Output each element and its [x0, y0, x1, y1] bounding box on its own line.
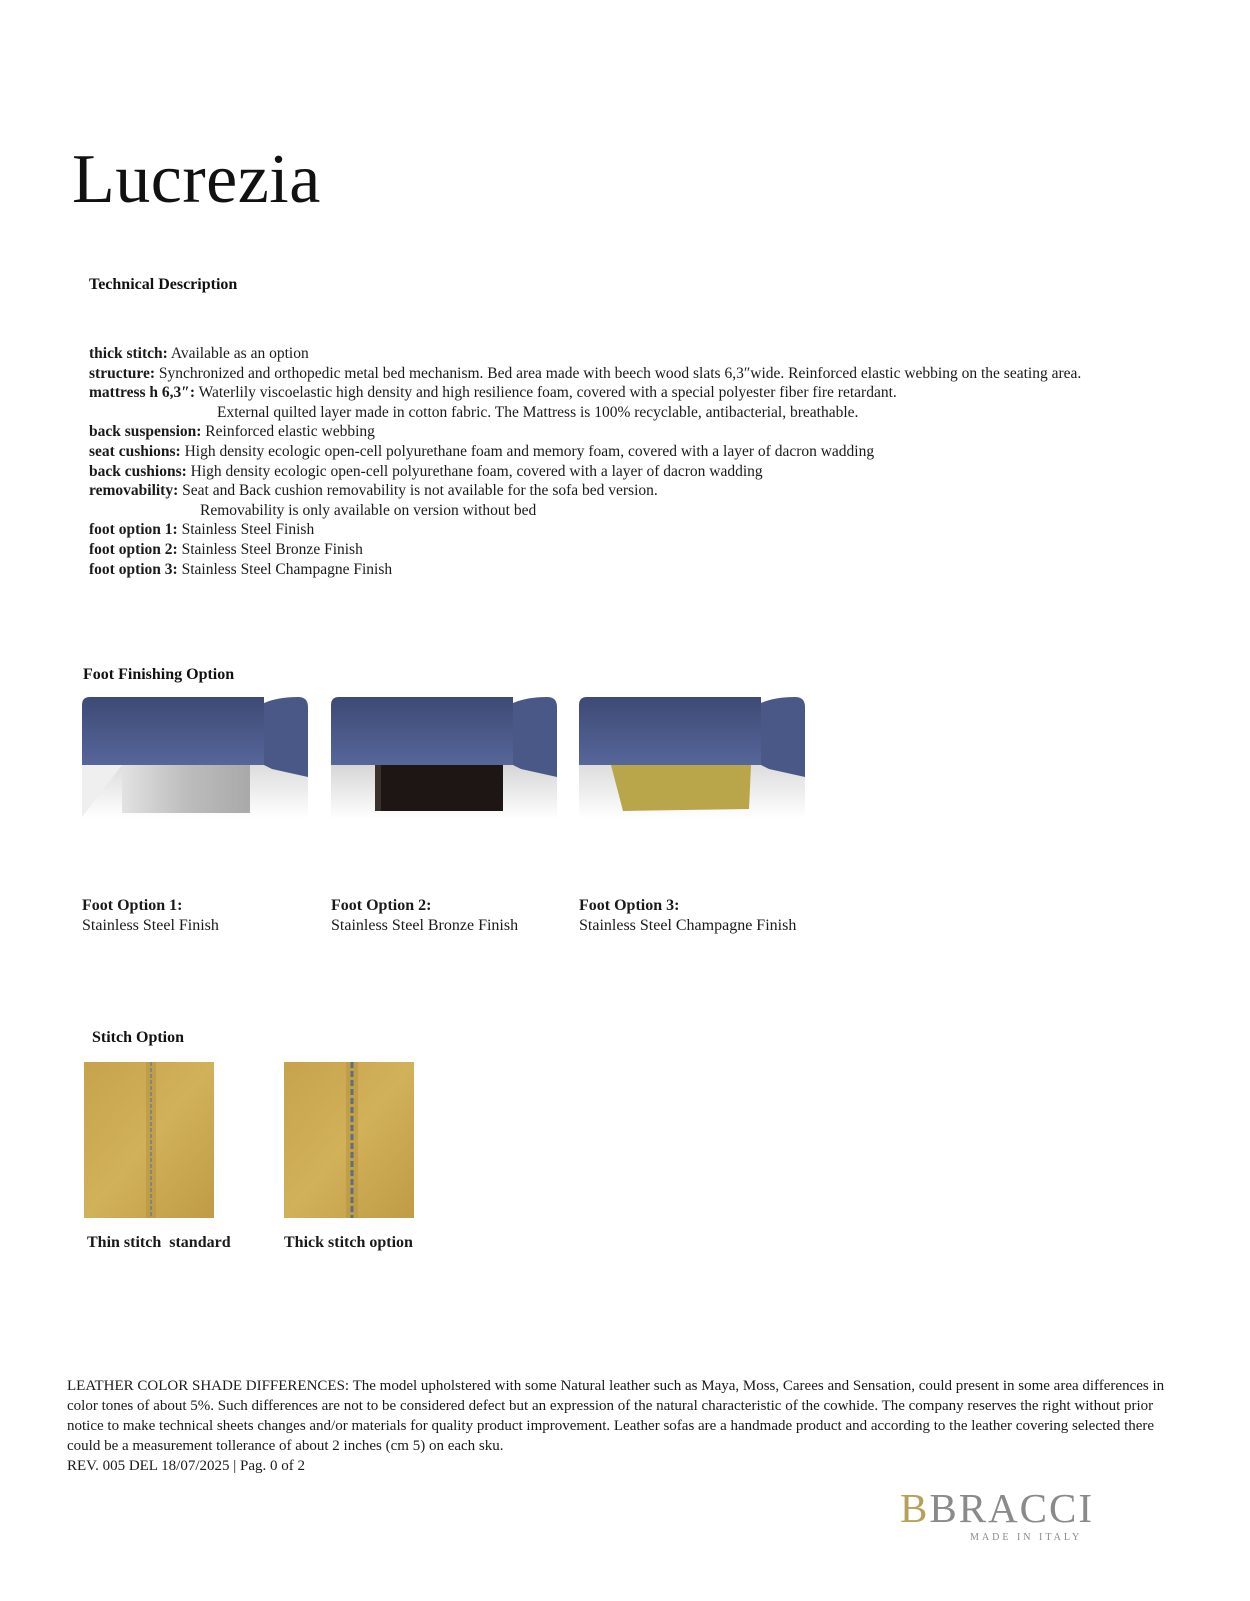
page-title: Lucrezia — [72, 141, 321, 218]
foot-finishing-heading: Foot Finishing Option — [83, 666, 235, 683]
spec-row-foot-option-2 — [89, 540, 1219, 560]
foot-option-1-image — [82, 697, 308, 819]
caption-desc: Stainless Steel Champagne Finish — [579, 917, 797, 934]
caption-title: Foot Option 3: — [579, 897, 680, 914]
spec-value: Reinforced elastic webbing — [205, 423, 375, 441]
spec-row-foot-option-1 — [89, 520, 1219, 540]
spec-row-mattress — [89, 383, 1219, 403]
spec-label: back suspension: — [89, 423, 202, 441]
spec-row-back-suspension — [89, 422, 1219, 442]
spec-row-back-cushions — [89, 462, 1219, 482]
spec-label: structure: — [89, 364, 155, 382]
spec-value: Synchronized and orthopedic metal bed mechanism. Bed area made with beech wood slats 6,3″wide. Reinforced elastic webbing on the seating area. — [158, 364, 1082, 382]
caption-title: Foot Option 2: — [331, 897, 432, 914]
thin-stitch-caption: Thin stitch standard — [87, 1234, 231, 1251]
spec-row-seat-cushions — [89, 442, 1219, 462]
sofa-foot-image — [82, 697, 308, 819]
logo-text: BRACCI — [929, 1485, 1095, 1531]
sofa-foot-image — [579, 697, 805, 819]
spec-label: removability: — [89, 482, 179, 500]
foot-option-2-image — [331, 697, 557, 819]
spec-row-foot-option-3 — [89, 560, 1219, 580]
spec-list — [89, 344, 1219, 579]
foot-option-2-caption — [331, 896, 518, 936]
spec-continuation: External quilted layer made in cotton fabric. The Mattress is 100% recyclable, antibacterial, breathable. — [217, 403, 859, 421]
spec-label: mattress h 6,3″: — [89, 384, 195, 402]
spec-continuation: Removability is only available on version without bed — [200, 501, 537, 519]
spec-row-structure — [89, 364, 1219, 384]
spec-label: back cushions: — [89, 462, 187, 480]
logo-mark-b: B — [900, 1485, 930, 1531]
thick-stitch-image — [284, 1062, 414, 1218]
foot-option-3-caption — [579, 896, 796, 936]
sofa-foot-image — [331, 697, 557, 819]
spec-label: foot option 2: — [89, 540, 178, 558]
thick-stitch-caption: Thick stitch option — [284, 1234, 413, 1251]
caption-title: Foot Option 1: — [82, 897, 183, 914]
caption-desc: Stainless Steel Bronze Finish — [331, 917, 519, 934]
technical-description-heading: Technical Description — [89, 276, 238, 293]
spec-label: foot option 1: — [89, 521, 178, 539]
spec-value: High density ecologic open-cell polyurethane foam, covered with a layer of dacron wadding — [190, 462, 763, 480]
spec-label: seat cushions: — [89, 442, 181, 460]
leather-disclaimer: LEATHER COLOR SHADE DIFFERENCES: The model upholstered with some Natural leather such as Maya, Moss, Carees and Sensation, could present in some area differences in color tones of about 5%. Such differences are not to be considered defect but an expression of the natural characteristic of the cowhide. The company reserves the right without prior notice to make technical sheets changes and/or materials for quality product improvement. Leather sofas are a handmade product and according to the leather covering selected there could be a measurement tollerance of about 2 inches (cm 5) on each sku. — [67, 1378, 1165, 1454]
thin-stitch-image — [84, 1062, 214, 1218]
spec-label: thick stitch: — [89, 345, 168, 362]
spec-label: foot option 3: — [89, 560, 178, 578]
spec-value: Waterlily viscoelastic high density and high resilience foam, covered with a special polyester fiber fire retardant. — [198, 384, 897, 402]
spec-value: Stainless Steel Champagne Finish — [181, 560, 393, 578]
caption-desc: Stainless Steel Finish — [82, 917, 219, 934]
revision-footer: REV. 005 DEL 18/07/2025 | Pag. 0 of 2 — [67, 1458, 306, 1474]
spec-value: High density ecologic open-cell polyurethane foam and memory foam, covered with a layer of dacron wadding — [184, 442, 875, 460]
spec-row-removability — [89, 481, 1219, 501]
spec-value: Seat and Back cushion removability is not available for the sofa bed version. — [182, 482, 658, 500]
spec-value: Available as an option — [170, 345, 309, 362]
logo-tagline: MADE IN ITALY — [970, 1532, 1083, 1543]
stitch-option-heading: Stitch Option — [92, 1029, 185, 1046]
bracci-logo — [900, 1484, 1160, 1544]
foot-option-3-image — [579, 697, 805, 819]
logo-wordmark — [900, 1484, 1160, 1532]
foot-option-1-caption — [82, 896, 219, 936]
spec-value: Stainless Steel Bronze Finish — [181, 540, 363, 558]
spec-row-thick-stitch — [89, 344, 1219, 364]
spec-value: Stainless Steel Finish — [181, 521, 315, 539]
